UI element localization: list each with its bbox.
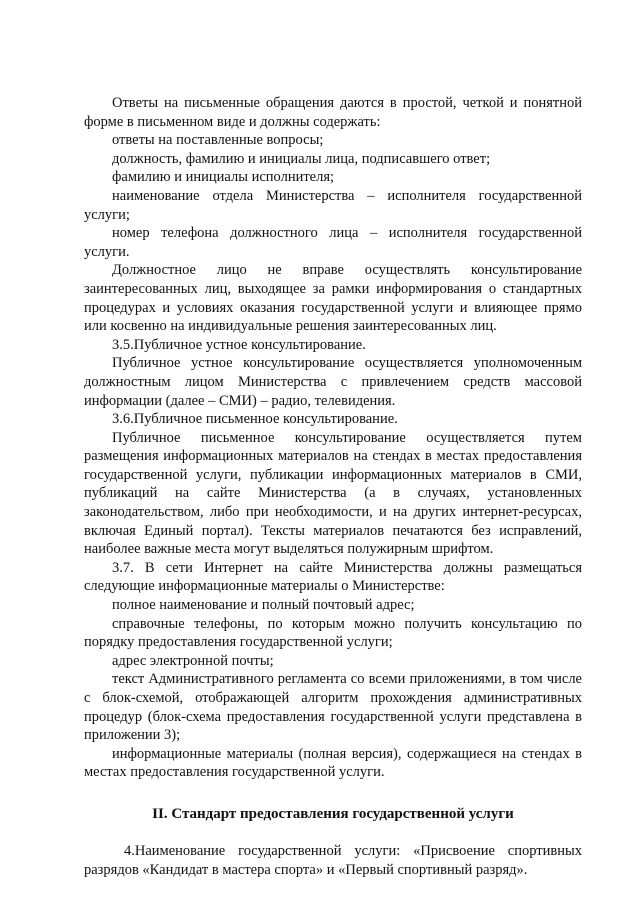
list-item-department: наименование отдела Министерства – исполнителя государственной услуги; (84, 187, 582, 223)
list-item-executor: фамилию и инициалы исполнителя; (112, 169, 335, 186)
paragraph-public-written: Публичное письменное консультирование осуществляется путем размещения информационных материалов на стендах в местах предоставления государственной услуги, публикации информационных материалов в СМИ, публикаций на сайте Министерства (а в случаях, установленных законодательством, либо при необходимости, и на других интернет-ресурсах, включая Единый портал). Тексты материалов печатаются без исправлений, наиболее важные места могут выделяться полужирным шрифтом. (84, 429, 582, 558)
list-item-email: адрес электронной почты; (112, 652, 274, 669)
list-item-phone: номер телефона должностного лица – исполнителя государственной услуги. (84, 225, 582, 260)
list-item-full-name: полное наименование и полный почтовый адрес; (112, 597, 415, 614)
paragraph-public-oral: Публичное устное консультирование осуществляется уполномоченным должностным лицом Министерства с привлечением средств массовой информации (далее – СМИ) – радио, телевидения. (84, 355, 582, 409)
list-item-regulation-text: текст Административного регламента со всеми приложениями, в том числе с блок-схемой, отображающей алгоритм прохождения административных процедур (блок-схема предоставления государственной услуги представлена в приложении 3); (84, 671, 582, 744)
section-heading: II. Стандарт предоставления государственной услуги (152, 805, 514, 822)
paragraph-written-replies: Ответы на письменные обращения даются в простой, четкой и понятной форме в письменном виде и должны содержать: (84, 95, 582, 130)
paragraph-3-6-heading: 3.6.Публичное письменное консультирование. (112, 411, 398, 428)
paragraph-3-5-heading: 3.5.Публичное устное консультирование. (112, 336, 366, 353)
list-item-answers: ответы на поставленные вопросы; (112, 132, 324, 149)
paragraph-item-4: 4.Наименование государственной услуги: «Присвоение спортивных разрядов «Кандидат в мастера спорта» и «Первый спортивный разряд». (84, 842, 582, 878)
list-item-info-materials: информационные материалы (полная версия), содержащиеся на стендах в местах предоставления государственной услуги. (84, 745, 582, 781)
list-item-signer: должность, фамилию и инициалы лица, подписавшего ответ; (112, 150, 491, 167)
list-item-reference-phones: справочные телефоны, по которым можно получить консультацию по порядку предоставления государственной услуги; (84, 615, 582, 651)
document-page (84, 94, 582, 879)
paragraph-official-limits: Должностное лицо не вправе осуществлять консультирование заинтересованных лиц, выходящее за рамки информирования о стандартных процедурах и условиях оказания государственной услуги и влияющее прямо или косвенно на индивидуальные решения заинтересованных лиц. (84, 262, 582, 335)
paragraph-3-7: 3.7. В сети Интернет на сайте Министерства должны размещаться следующие информационные материалы о Министерстве: (84, 559, 582, 595)
